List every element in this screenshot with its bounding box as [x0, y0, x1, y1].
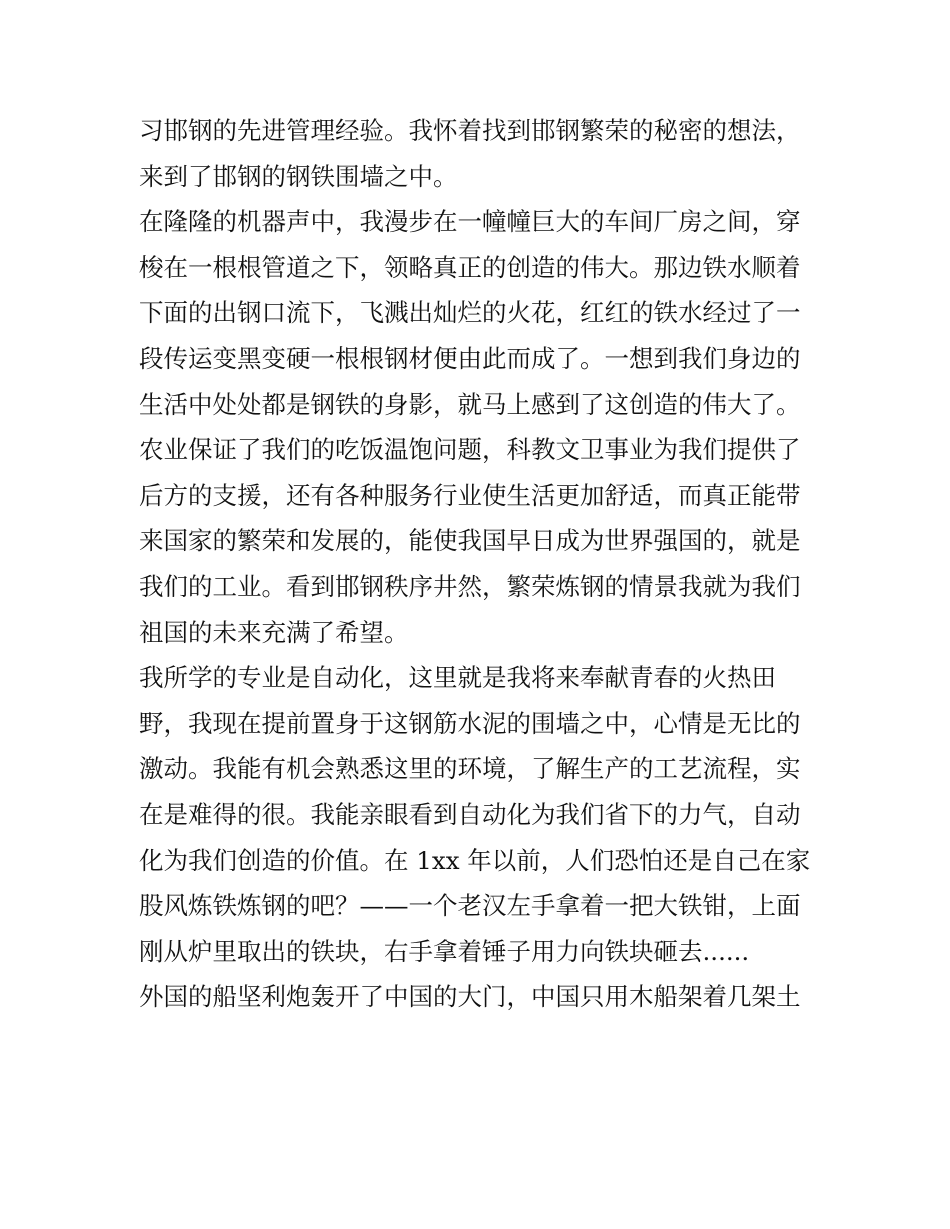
document-body	[139, 108, 819, 1020]
text-line: 在是难得的很。我能亲眼看到自动化为我们省下的力气，自动	[139, 799, 801, 829]
text-line: 来国家的繁荣和发展的，能使我国早日成为世界强国的，就是	[139, 526, 801, 556]
text-line: 段传运变黑变硬一根根钢材便由此而成了。一想到我们身边的	[139, 343, 801, 373]
text-line: 习邯钢的先进管理经验。我怀着找到邯钢繁荣的秘密的想法，	[139, 116, 801, 145]
text-line: 下面的出钢口流下，飞溅出灿烂的火花，红红的铁水经过了一	[139, 298, 801, 328]
text-line: 在隆隆的机器声中，我漫步在一幢幢巨大的车间厂房之间，穿	[139, 207, 801, 237]
text-line: 外国的船坚利炮轰开了中国的大门，中国只用木船架着几架土	[139, 982, 801, 1012]
text-line: 股风炼铁炼钢的吧？——一个老汉左手拿着一把大铁钳，上面	[139, 891, 801, 921]
text-line: 农业保证了我们的吃饭温饱问题，科教文卫事业为我们提供了	[139, 435, 801, 465]
text-line: 我所学的专业是自动化，这里就是我将来奉献青春的火热田	[139, 663, 776, 693]
text-line: 化为我们创造的价值。在 1xx 年以前，人们恐怕还是自己在家	[139, 845, 811, 875]
text-line: 激动。我能有机会熟悉这里的环境，了解生产的工艺流程，实	[139, 754, 801, 784]
text-line: 后方的支援，还有各种服务行业使生活更加舒适，而真正能带	[139, 480, 801, 510]
text-line: 生活中处处都是钢铁的身影，就马上感到了这创造的伟大了。	[139, 389, 801, 419]
text-line: 刚从炉里取出的铁块，右手拿着锤子用力向铁块砸去......	[139, 936, 750, 966]
text-line: 我们的工业。看到邯钢秩序井然，繁荣炼钢的情景我就为我们	[139, 571, 801, 601]
text-line: 来到了邯钢的钢铁围墙之中。	[139, 161, 458, 191]
text-line: 野，我现在提前置身于这钢筋水泥的围墙之中，心情是无比的	[139, 708, 801, 738]
text-line: 祖国的未来充满了希望。	[139, 617, 409, 647]
text-line: 梭在一根根管道之下，领略真正的创造的伟大。那边铁水顺着	[139, 252, 801, 282]
